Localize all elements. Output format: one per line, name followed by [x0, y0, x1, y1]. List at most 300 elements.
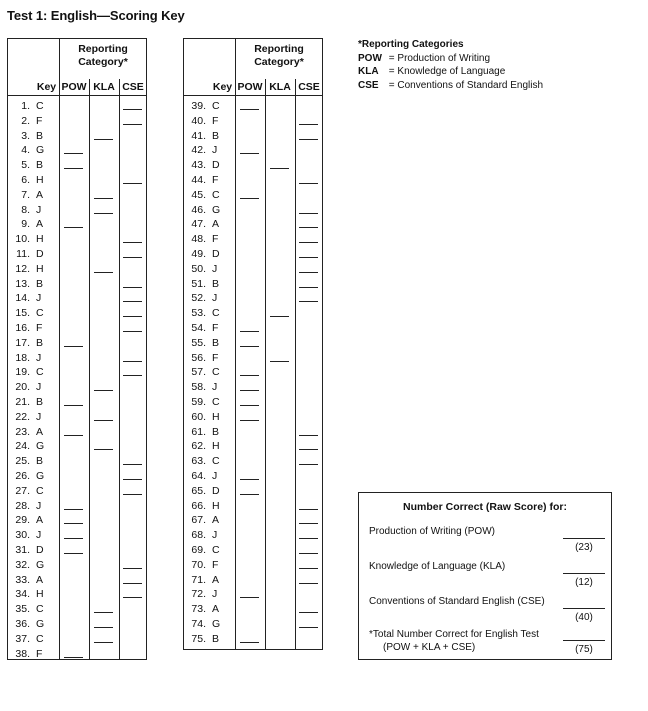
question-number: 59.: [191, 396, 206, 408]
reporting-category-line2: Category*: [78, 56, 128, 68]
question-number: 47.: [191, 218, 206, 231]
category-mark-blank[interactable]: [123, 331, 142, 332]
category-mark-blank[interactable]: [64, 509, 83, 510]
category-mark-blank[interactable]: [240, 153, 259, 154]
category-mark-blank[interactable]: [64, 657, 83, 658]
answer-row: [184, 617, 324, 632]
answer-key: F: [212, 558, 219, 571]
pow-column-header: POW: [237, 81, 263, 93]
answer-row: [8, 188, 148, 203]
answer-key: A: [36, 425, 44, 438]
category-mark-blank[interactable]: [299, 124, 318, 125]
answer-row: [8, 291, 148, 306]
category-mark-blank[interactable]: [299, 242, 318, 243]
answer-row: [8, 380, 148, 395]
category-mark-blank[interactable]: [94, 213, 113, 214]
answer-row: [8, 217, 148, 232]
answer-key: J: [36, 351, 42, 364]
answer-row: [8, 129, 148, 144]
answer-row: [8, 528, 148, 543]
category-mark-blank[interactable]: [94, 390, 113, 391]
answer-row: [8, 469, 148, 484]
answer-key: C: [212, 544, 220, 556]
answer-key: C: [36, 366, 44, 379]
answer-key: B: [36, 336, 44, 349]
question-number: 49.: [191, 248, 206, 260]
question-number: 7.: [21, 188, 30, 201]
category-mark-blank[interactable]: [123, 316, 142, 317]
answer-row: [8, 439, 148, 454]
score-entry-blank[interactable]: [563, 538, 605, 539]
category-mark-blank[interactable]: [299, 509, 318, 510]
answer-row: [8, 336, 148, 351]
question-number: 61.: [191, 425, 206, 438]
answer-key: G: [36, 470, 45, 482]
raw-score-box: [358, 492, 612, 660]
answer-row: [184, 573, 324, 588]
question-number: 35.: [15, 603, 30, 616]
answer-row: [184, 99, 324, 114]
answer-key: D: [212, 248, 220, 260]
category-mark-blank[interactable]: [64, 538, 83, 539]
answer-key: F: [212, 233, 219, 246]
category-mark-blank[interactable]: [123, 109, 142, 110]
answer-row: [184, 484, 324, 499]
question-number: 14.: [15, 292, 30, 305]
answer-row: [184, 247, 324, 262]
category-mark-blank[interactable]: [299, 449, 318, 450]
answer-row: [184, 306, 324, 321]
score-max: (12): [575, 577, 593, 588]
answer-row: [184, 291, 324, 306]
answer-row: [184, 395, 324, 410]
category-mark-blank[interactable]: [123, 583, 142, 584]
category-mark-blank[interactable]: [299, 464, 318, 465]
answer-key: B: [212, 277, 220, 290]
category-mark-blank[interactable]: [299, 568, 318, 569]
answer-row: [184, 365, 324, 380]
answer-row: [8, 632, 148, 647]
answer-row: [184, 558, 324, 573]
answer-key: B: [36, 129, 44, 142]
category-mark-blank[interactable]: [64, 227, 83, 228]
category-mark-blank[interactable]: [299, 583, 318, 584]
question-number: 31.: [15, 544, 30, 556]
header-divider: [184, 95, 322, 96]
question-number: 2.: [21, 114, 30, 127]
category-mark-blank[interactable]: [94, 627, 113, 628]
answer-key: H: [212, 440, 220, 453]
answer-key: H: [36, 233, 44, 246]
pow-column-header: POW: [61, 81, 87, 93]
question-number: 39.: [191, 100, 206, 112]
category-mark-blank[interactable]: [240, 390, 259, 391]
answer-row: [184, 425, 324, 440]
score-item-total: [369, 628, 605, 658]
category-mark-blank[interactable]: [123, 597, 142, 598]
score-item-pow: [369, 526, 605, 556]
question-number: 63.: [191, 455, 206, 468]
category-mark-blank[interactable]: [123, 494, 142, 495]
category-mark-blank[interactable]: [123, 301, 142, 302]
raw-score-title: Number Correct (Raw Score) for:: [403, 501, 567, 513]
answer-key: F: [212, 114, 219, 127]
answer-key: J: [212, 262, 218, 275]
category-mark-blank[interactable]: [270, 316, 289, 317]
reporting-category-header: [235, 43, 323, 69]
question-number: 6.: [21, 174, 30, 186]
category-mark-blank[interactable]: [123, 257, 142, 258]
category-mark-blank[interactable]: [240, 375, 259, 376]
question-number: 70.: [191, 558, 206, 571]
answer-key: C: [212, 366, 220, 379]
answer-key: A: [36, 188, 44, 201]
score-label: Conventions of Standard English (CSE): [369, 596, 545, 607]
category-mark-blank[interactable]: [240, 346, 259, 347]
category-mark-blank[interactable]: [94, 198, 113, 199]
answer-key: J: [36, 203, 42, 216]
category-mark-blank[interactable]: [64, 405, 83, 406]
category-mark-blank[interactable]: [299, 227, 318, 228]
answer-key: C: [36, 484, 44, 497]
question-number: 3.: [21, 129, 30, 142]
cse-column-header: CSE: [122, 81, 144, 93]
question-number: 40.: [191, 114, 206, 127]
question-number: 71.: [191, 573, 206, 586]
category-mark-blank[interactable]: [94, 449, 113, 450]
answer-row: [184, 232, 324, 247]
answer-key: A: [212, 218, 220, 231]
answer-row: [8, 513, 148, 528]
score-entry-blank[interactable]: [563, 608, 605, 609]
category-mark-blank[interactable]: [123, 361, 142, 362]
score-label: Production of Writing (POW): [369, 526, 495, 537]
category-mark-blank[interactable]: [240, 642, 259, 643]
question-number: 22.: [15, 410, 30, 423]
answer-row: [184, 158, 324, 173]
answer-key: A: [36, 218, 44, 231]
answer-key: C: [36, 632, 44, 645]
category-mark-blank[interactable]: [299, 523, 318, 524]
category-mark-blank[interactable]: [240, 597, 259, 598]
answer-row: [8, 543, 148, 558]
answer-key: H: [36, 262, 44, 275]
answer-row: [8, 143, 148, 158]
answer-key: C: [212, 100, 220, 112]
answer-key: C: [36, 603, 44, 616]
category-mark-blank[interactable]: [240, 198, 259, 199]
question-number: 50.: [191, 262, 206, 275]
answer-row: [8, 499, 148, 514]
answer-key: H: [212, 410, 220, 423]
question-number: 32.: [15, 558, 30, 571]
answer-row: [8, 410, 148, 425]
total-label-line1: *Total Number Correct for English Test: [369, 629, 539, 640]
answer-row: [8, 617, 148, 632]
answer-row: [184, 351, 324, 366]
category-mark-blank[interactable]: [64, 523, 83, 524]
category-mark-blank[interactable]: [64, 435, 83, 436]
question-number: 17.: [15, 336, 30, 349]
answer-row: [8, 262, 148, 277]
category-mark-blank[interactable]: [240, 405, 259, 406]
cse-column-header: CSE: [298, 81, 320, 93]
question-number: 54.: [191, 322, 206, 334]
question-number: 16.: [15, 322, 30, 334]
category-mark-blank[interactable]: [123, 479, 142, 480]
question-number: 21.: [15, 396, 30, 408]
category-mark-blank[interactable]: [299, 213, 318, 214]
answer-row: [8, 365, 148, 380]
answer-row: [8, 232, 148, 247]
answer-row: [8, 351, 148, 366]
answer-key: C: [36, 100, 44, 112]
legend-text: = Knowledge of Language: [388, 66, 506, 77]
category-mark-blank[interactable]: [94, 139, 113, 140]
answer-row: [8, 647, 148, 662]
score-item-kla: [369, 561, 605, 591]
category-mark-blank[interactable]: [270, 361, 289, 362]
answer-row: [184, 173, 324, 188]
answer-row: [184, 277, 324, 292]
question-number: 43.: [191, 159, 206, 172]
answer-row: [8, 306, 148, 321]
question-number: 41.: [191, 129, 206, 142]
answer-row: [184, 380, 324, 395]
answer-row: [184, 632, 324, 647]
page-title: Test 1: English—Scoring Key: [7, 8, 185, 23]
reporting-category-header: [59, 43, 147, 69]
question-number: 69.: [191, 544, 206, 556]
category-mark-blank[interactable]: [240, 331, 259, 332]
question-number: 73.: [191, 603, 206, 616]
category-mark-blank[interactable]: [299, 183, 318, 184]
question-number: 12.: [15, 262, 30, 275]
answer-row: [184, 602, 324, 617]
score-max: (40): [575, 612, 593, 623]
category-mark-blank[interactable]: [240, 494, 259, 495]
answer-row: [184, 543, 324, 558]
answer-row: [8, 425, 148, 440]
answer-key: F: [36, 322, 43, 334]
answer-key: B: [36, 396, 44, 408]
category-mark-blank[interactable]: [94, 612, 113, 613]
question-number: 75.: [191, 632, 206, 645]
category-mark-blank[interactable]: [123, 287, 142, 288]
category-mark-blank[interactable]: [299, 139, 318, 140]
answer-key: B: [212, 336, 220, 349]
category-mark-blank[interactable]: [123, 183, 142, 184]
answer-key: C: [212, 307, 220, 320]
scoring-key-table-right: [183, 38, 323, 650]
answer-row: [184, 143, 324, 158]
answer-key: J: [212, 470, 218, 482]
answer-key: A: [36, 573, 44, 586]
answer-key: H: [212, 499, 220, 512]
answer-key: F: [212, 351, 219, 364]
answer-key: C: [36, 307, 44, 320]
answer-row: [8, 99, 148, 114]
answer-row: [8, 602, 148, 617]
question-number: 46.: [191, 203, 206, 216]
answer-key: F: [36, 647, 43, 660]
answer-key: G: [212, 203, 221, 216]
answer-row: [8, 573, 148, 588]
question-number: 55.: [191, 336, 206, 349]
question-number: 56.: [191, 351, 206, 364]
category-mark-blank[interactable]: [123, 568, 142, 569]
category-mark-blank[interactable]: [299, 301, 318, 302]
answer-key: F: [36, 114, 43, 127]
category-mark-blank[interactable]: [270, 168, 289, 169]
answer-row: [184, 129, 324, 144]
answer-row: [8, 158, 148, 173]
legend-abbr: KLA: [358, 66, 379, 77]
answer-key: G: [36, 144, 45, 157]
answer-row: [8, 558, 148, 573]
question-number: 10.: [15, 233, 30, 246]
legend-text: = Production of Writing: [388, 52, 491, 64]
answer-row: [184, 203, 324, 218]
category-mark-blank[interactable]: [123, 375, 142, 376]
answer-key: F: [212, 322, 219, 334]
question-number: 13.: [15, 277, 30, 290]
question-number: 28.: [15, 499, 30, 512]
question-number: 65.: [191, 484, 206, 497]
answer-key: G: [36, 558, 45, 571]
answer-key: H: [36, 174, 44, 186]
category-mark-blank[interactable]: [64, 153, 83, 154]
category-mark-blank[interactable]: [240, 479, 259, 480]
category-mark-blank[interactable]: [240, 420, 259, 421]
reporting-category-line1: Reporting: [254, 43, 304, 55]
answer-row: [184, 454, 324, 469]
answer-row: [184, 217, 324, 232]
score-label: Knowledge of Language (KLA): [369, 561, 506, 572]
question-number: 8.: [21, 203, 30, 216]
legend-abbr: CSE: [358, 79, 379, 91]
category-mark-blank[interactable]: [299, 435, 318, 436]
answer-row: [184, 439, 324, 454]
answer-row: [8, 454, 148, 469]
kla-column-header: KLA: [93, 81, 115, 93]
answer-key: F: [212, 174, 219, 186]
category-mark-blank[interactable]: [299, 272, 318, 273]
answer-key: B: [212, 129, 220, 142]
category-mark-blank[interactable]: [123, 464, 142, 465]
category-mark-blank[interactable]: [299, 627, 318, 628]
question-number: 9.: [21, 218, 30, 231]
answer-key: J: [212, 381, 218, 394]
category-mark-blank[interactable]: [240, 109, 259, 110]
question-number: 58.: [191, 381, 206, 394]
answer-key: J: [36, 499, 42, 512]
answer-key: D: [36, 248, 44, 260]
category-mark-blank[interactable]: [299, 612, 318, 613]
question-number: 5.: [21, 159, 30, 172]
answer-row: [8, 395, 148, 410]
reporting-category-line2: Category*: [254, 56, 304, 68]
legend-item-cse: [358, 79, 543, 93]
question-number: 51.: [191, 277, 206, 290]
reporting-category-line1: Reporting: [78, 43, 128, 55]
category-mark-blank[interactable]: [94, 420, 113, 421]
category-mark-blank[interactable]: [94, 272, 113, 273]
question-number: 20.: [15, 381, 30, 394]
answer-row: [184, 410, 324, 425]
answer-row: [184, 336, 324, 351]
question-number: 34.: [15, 588, 30, 601]
category-mark-blank[interactable]: [64, 553, 83, 554]
answer-key: J: [212, 529, 218, 542]
question-number: 42.: [191, 144, 206, 157]
answer-key: J: [36, 529, 42, 542]
question-number: 27.: [15, 484, 30, 497]
kla-column-header: KLA: [269, 81, 291, 93]
category-mark-blank[interactable]: [299, 538, 318, 539]
answer-row: [184, 188, 324, 203]
answer-row: [184, 469, 324, 484]
legend-abbr: POW: [358, 52, 382, 64]
key-column-header: Key: [36, 81, 57, 93]
answer-key: J: [36, 410, 42, 423]
question-number: 38.: [15, 647, 30, 660]
legend-title: *Reporting Categories: [358, 39, 464, 50]
answer-row: [184, 587, 324, 602]
question-number: 29.: [15, 514, 30, 527]
score-entry-blank[interactable]: [563, 640, 605, 641]
answer-key: J: [36, 292, 42, 305]
question-number: 57.: [191, 366, 206, 379]
legend-text: = Conventions of Standard English: [388, 79, 544, 91]
category-mark-blank[interactable]: [94, 642, 113, 643]
question-number: 74.: [191, 618, 206, 630]
answer-key: A: [212, 603, 220, 616]
answer-key: G: [36, 618, 45, 630]
legend-item-pow: [358, 52, 543, 66]
answer-row: [8, 587, 148, 602]
answer-key: G: [36, 440, 45, 453]
answer-key: B: [212, 632, 220, 645]
answer-row: [8, 114, 148, 129]
question-number: 53.: [191, 307, 206, 320]
answer-row: [8, 247, 148, 262]
answer-row: [184, 114, 324, 129]
category-mark-blank[interactable]: [64, 346, 83, 347]
category-mark-blank[interactable]: [123, 124, 142, 125]
answer-key: A: [36, 514, 44, 527]
category-mark-blank[interactable]: [64, 168, 83, 169]
question-number: 18.: [15, 351, 30, 364]
score-max: (23): [575, 542, 593, 553]
question-number: 62.: [191, 440, 206, 453]
category-mark-blank[interactable]: [299, 553, 318, 554]
answer-row: [184, 262, 324, 277]
answer-key: D: [212, 484, 220, 497]
question-number: 36.: [15, 618, 30, 630]
answer-key: G: [212, 618, 221, 630]
answer-key: H: [36, 588, 44, 601]
score-entry-blank[interactable]: [563, 573, 605, 574]
category-mark-blank[interactable]: [299, 257, 318, 258]
answer-key: C: [212, 396, 220, 408]
header-divider: [8, 95, 146, 96]
question-number: 4.: [21, 144, 30, 157]
answer-key: J: [36, 381, 42, 394]
category-mark-blank[interactable]: [299, 287, 318, 288]
category-mark-blank[interactable]: [123, 242, 142, 243]
answer-key: C: [212, 455, 220, 468]
